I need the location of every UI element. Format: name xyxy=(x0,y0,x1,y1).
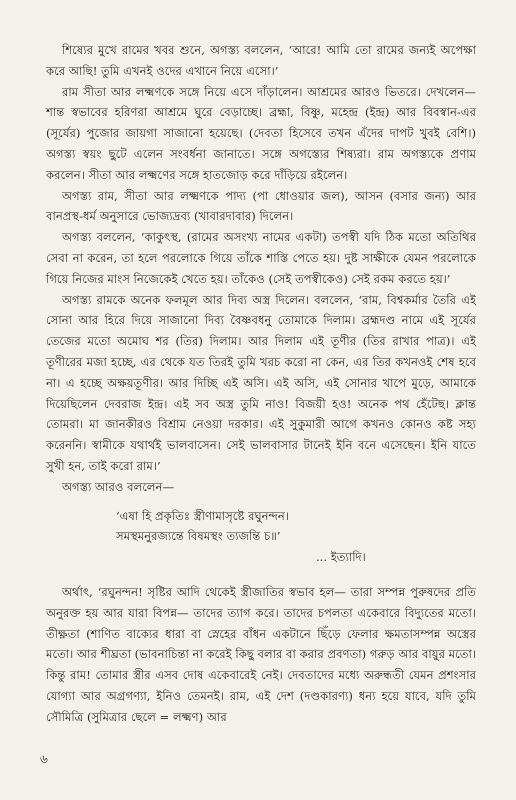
verse-line-1: ‘এষা হি প্রকৃতিঃ স্ত্রীণামাসৃষ্টে রঘুনন্দন। xyxy=(116,508,289,523)
paragraph-2: রাম সীতা আর লক্ষ্মণকে সঙ্গে নিয়ে এসে দাঁড়ালেন। আশ্রমের আরও ভিতরে। দেখলেন— শান্ত স্বভাবের হরিণরা আশ্রমে ঘুরে বেড়াচ্ছে। ব্রহ্মা, বিষ্ণু, মহেন্দ্র (ইন্দ্র) আর বিবস্বান-এর (সূর্যের) পুজোর জায়গা সাজানো হয়েছে। (দেবতা হিসেবে তখন এঁদের দাপট খুবই বেশি।) অগস্ত্য স্বয়ং ছুটে এলেন সংবর্ধনা জানাতে। সঙ্গে অগস্ত্যের শিষ্যরা। রাম অগস্ত্যকে প্রণাম করলেন। সীতা আর লক্ষ্মণের সঙ্গে হাতজোড় করে দাঁড়িয়ে রইলেন। xyxy=(46,84,476,182)
verse-closing: ... ইত্যাদি। xyxy=(316,550,366,565)
page-number: ৬ xyxy=(40,752,48,766)
page-body xyxy=(46,40,476,728)
sanskrit-verse xyxy=(46,506,476,568)
paragraph-1: শিষ্যের মুখে রামের খবর শুনে, অগস্ত্য বললেন, ‘আরে! আমি তো রামের জন্যই অপেক্ষা করে আছি! তুমি এখনই ওদের এখানে নিয়ে এসো।’ xyxy=(46,43,476,78)
verse-line-2: সমস্থমনুরজ্যন্তে বিষমস্থং ত্যজন্তি চ॥’ xyxy=(116,529,281,544)
paragraph-3: অগস্ত্য রাম, সীতা আর লক্ষ্মণকে পাদ্য (পা ধোওয়ার জল), আসন (বসার জন্য) আর বানপ্রস্থ-ধর্ম অনুসারে ভোজ্যদ্রব্য (খাবারদাবার) দিলেন। xyxy=(46,188,476,224)
paragraph-5: অগস্ত্য রামকে অনেক ফলমূল আর দিব্য অস্ত্র দিলেন। বললেন, ‘রাম, বিশ্বকর্মার তৈরি এই সোনা আর হিরে দিয়ে সাজানো দিব্য বৈষ্ণবধনু তোমাকে দিলাম। ব্রহ্মদণ্ড নামে এই সূর্যের তেজের মতো অমোঘ শর (তির) দিলাম। আর দিলাম এই তূণীর (তির রাখার পাত্র)। এই তূণীরের মজা হচ্ছে, এর থেকে যত তিরই তুমি খরচ করো না কেন, এর তির কখনওই শেষ হবে না। এ হচ্ছে অক্ষয়তূণীর। আর দিচ্ছি এই অসি। এই অসি, এই সোনার খাপে মুড়ে, আমাকে দিয়েছিলেন দেবরাজ ইন্দ্র। এই সব অস্ত্র তুমি নাও! বিজয়ী হও! অনেক পথ হেঁটেছ। ক্লান্ত তোমরা। মা জানকীরও বিশ্রাম নেওয়া দরকার। এই সুকুমারী আগে কখনও কোনও কষ্ট সহ্য করেননি। স্বামীকে যথার্থই ভালবাসেন। সেই ভালবাসার টানেই ইনি বনে এসেছেন। ইনি যাতে সুখী হন, তাই করো রাম।’ xyxy=(46,292,476,473)
paragraph-7: অর্থাৎ, ‘রঘুনন্দন! সৃষ্টির আদি থেকেই স্ত্রীজাতির স্বভাব হল— তারা সম্পন্ন পুরুষদের প্রতি অনুরক্ত হয় আর যারা বিপন্ন— তাদের ত্যাগ করে। তাদের চপলতা একেবারে বিদ্যুতের মতো। তীক্ষ্ণতা (শাণিত বাক্যের ধারা বা স্নেহের বাঁধন একটানে ছিঁড়ে ফেলার ক্ষমতাসম্পন্ন অস্ত্রের মতো। আর শীঘ্রতা (ভাবনাচিন্তা না করেই কিছু বলার বা করার প্রবণতা) গরুড় আর বায়ুর মতো। কিন্তু রাম! তোমার স্ত্রীর এসব দোষ একেবারেই নেই। দেবতাদের মধ্যে অরুন্ধতী যেমন প্রশংসার যোগ্যা আর অগ্রগণ্যা, ইনিও তেমনই। রাম, এই দেশ (দণ্ডকারণ্য) ধন্য হয়ে যাবে, যদি তুমি সৌমিত্রি (সুমিত্রার ছেলে = লক্ষ্মণ) আর xyxy=(46,584,476,724)
paragraph-6: অগস্ত্য আরও বললেন— xyxy=(62,479,175,494)
paragraph-4: অগস্ত্য বললেন, ‘কাকুৎস্থ, (রামের অসংখ্য নামের একটা) তপস্বী যদি ঠিক মতো অতিথির সেবা না করেন, তা হলে পরলোকে গিয়ে তাঁকে শাস্তি পেতে হয়। দুষ্ট সাক্ষীকে যেমন পরলোকে গিয়ে নিজের মাংস নিজেকেই খেতে হয়। তাঁকেও (সেই তপস্বীকেও) সেই রকম করতে হয়।’ xyxy=(46,230,476,286)
